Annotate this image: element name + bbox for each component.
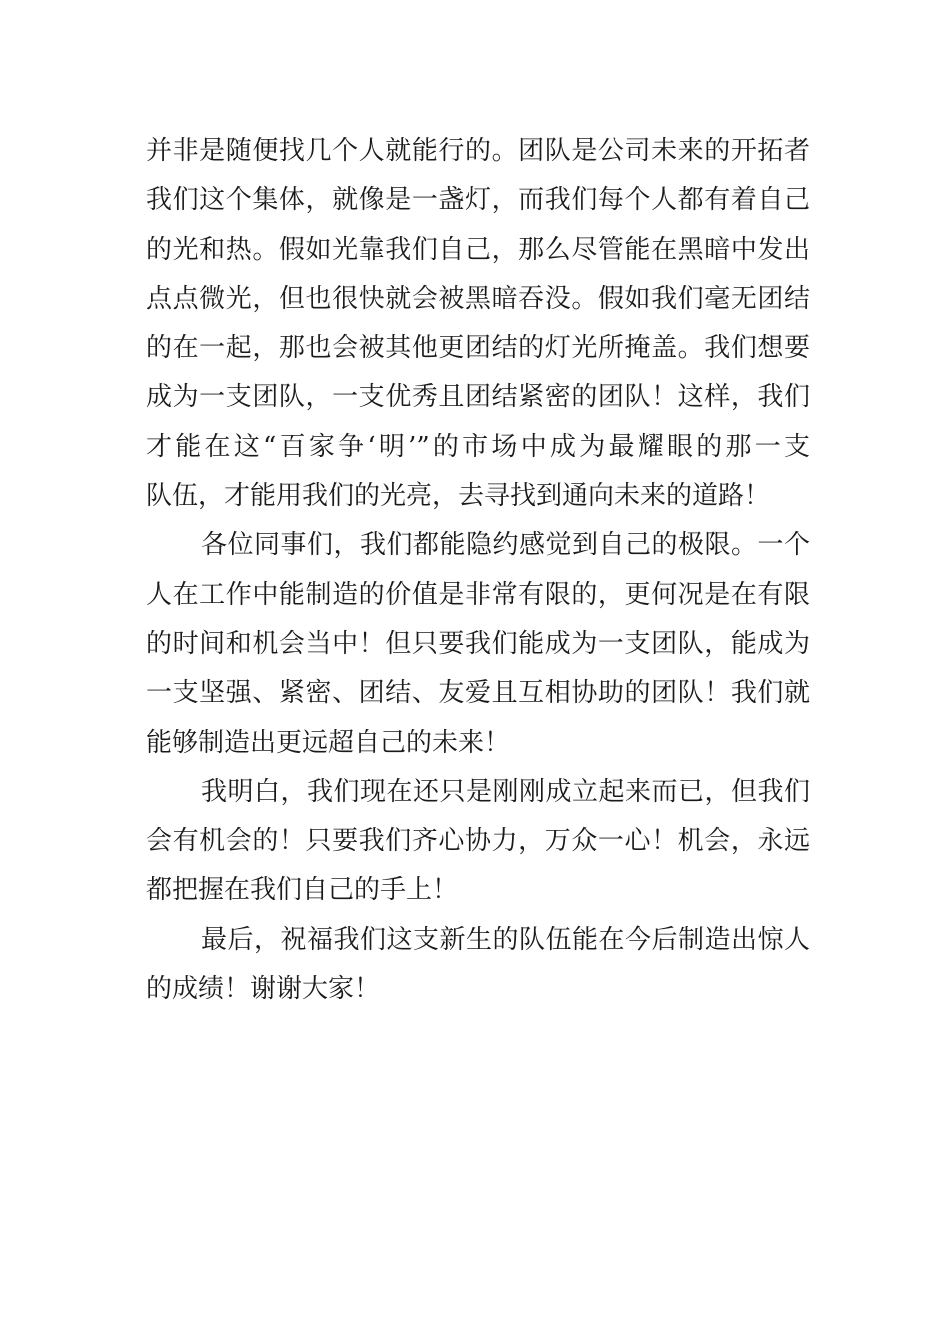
text-line: 最后，祝福我们这支新生的队伍能在今后制造出惊人 [201,924,810,955]
text-line: 的在一起，那也会被其他更团结的灯光所掩盖。我们想要 [146,333,810,364]
text-line: 成为一支团队，一支优秀且团结紧密的团队！这样，我们 [146,382,810,413]
text-line: 队伍，才能用我们的光亮，去寻找到通向未来的道路！ [146,481,771,512]
text-line: 我们这个集体，就像是一盏灯，而我们每个人都有着自己 [146,185,810,216]
text-line: 人在工作中能制造的价值是非常有限的，更何况是在有限 [146,579,810,610]
text-line: 会有机会的！只要我们齐心协力，万众一心！机会，永远 [146,826,810,857]
text-line: 都把握在我们自己的手上！ [146,875,459,906]
body-text [146,127,810,1014]
text-line: 各位同事们，我们都能隐约感觉到自己的极限。一个 [201,530,810,561]
text-line: 的成绩！谢谢大家！ [146,974,381,1005]
text-line: 的光和热。假如光靠我们自己，那么尽管能在黑暗中发出 [146,234,810,265]
text-line: 能够制造出更远超自己的未来！ [146,727,511,758]
text-line: 我明白，我们现在还只是刚刚成立起来而已，但我们 [201,776,810,807]
text-line: 才能在这“百家争‘明’”的市场中成为最耀眼的那一支 [146,431,810,462]
text-line: 的时间和机会当中！但只要我们能成为一支团队，能成为 [146,628,810,659]
text-line: 一支坚强、紧密、团结、友爱且互相协助的团队！我们就 [146,678,810,709]
text-line: 并非是随便找几个人就能行的。团队是公司未来的开拓者 [146,136,810,166]
text-line: 点点微光，但也很快就会被黑暗吞没。假如我们毫无团结 [146,283,810,314]
